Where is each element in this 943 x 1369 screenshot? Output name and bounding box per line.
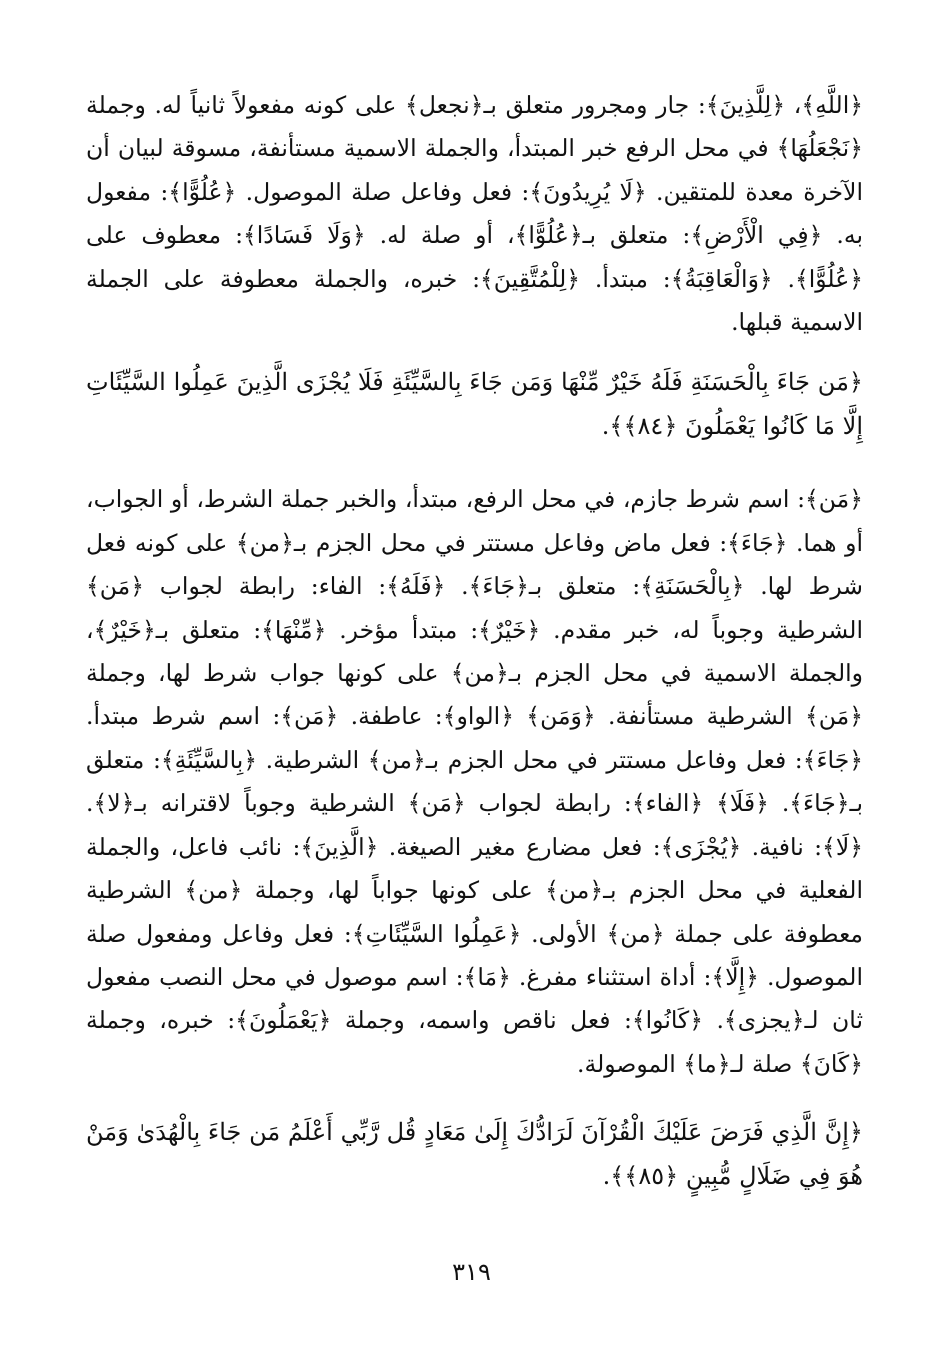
page-number: ٣١٩ [452,1258,491,1286]
commentary-paragraph-2: ﴿مَن﴾: اسم شرط جازم، في محل الرفع، مبتدأ، والخبر جملة الشرط، أو الجواب، أو هما. ﴿جَاءَ﴾: فعل ماض وفاعل مستتر في محل الجزم بـ﴿من﴾ على كونه فعل شرط لها. ﴿بِالْحَسَنَةِ﴾: متعلق بـ﴿جَاءَ﴾. ﴿فَلَهُ﴾: الفاء: رابطة لجواب ﴿مَن﴾ الشرطية وجوباً له، خبر مقدم. ﴿خَيْرٌ﴾: مبتدأ مؤخر. ﴿مِّنْهَا﴾: متعلق بـ﴿خَيْرٌ﴾، والجملة الاسمية في محل الجزم بـ﴿من﴾ على كونها جواب شرط لها، وجملة ﴿مَن﴾ الشرطية مستأنفة. ﴿وَمَن﴾ ﴿الواو﴾: عاطفة. ﴿مَن﴾: اسم شرط مبتدأ. ﴿جَاءَ﴾: فعل وفاعل مستتر في محل الجزم بـ﴿من﴾ الشرطية. ﴿بِالسَّيِّئَةِ﴾: متعلق بـ﴿جَاءَ﴾. ﴿فَلَا﴾ ﴿الفاء﴾: رابطة لجواب ﴿مَن﴾ الشرطية وجوباً لاقترانه بـ﴿لا﴾. ﴿لَا﴾: نافية. ﴿يُجْزَى﴾: فعل مضارع مغير الصيغة. ﴿الَّذِينَ﴾: نائب فاعل، والجملة الفعلية في محل الجزم بـ﴿من﴾ على كونها جواباً لها، وجملة ﴿من﴾ الشرطية معطوفة على جملة ﴿من﴾ الأولى. ﴿عَمِلُوا السَّيِّئَاتِ﴾: فعل وفاعل ومفعول صلة الموصول. ﴿إِلَّا﴾: أداة استثناء مفرغ. ﴿مَا﴾: اسم موصول في محل النصب مفعول ثان لـ﴿يجزى﴾. ﴿كَانُوا﴾: فعل ناقص واسمه، وجملة ﴿يَعْمَلُونَ﴾: خبره، وجملة ﴿كَانَ﴾ صلة لـ﴿ما﴾ الموصولة. [86,485,863,1078]
quran-verse-84: ﴿مَن جَاءَ بِالْحَسَنَةِ فَلَهُ خَيْرٌ مِّنْهَا وَمَن جَاءَ بِالسَّيِّئَةِ فَلَا يُجْزَى الَّذِينَ عَمِلُوا السَّيِّئَاتِ إِلَّا مَا كَانُوا يَعْمَلُونَ ﴿٨٤﴾﴾. [86,368,863,441]
quran-verse-85: ﴿إِنَّ الَّذِي فَرَضَ عَلَيْكَ الْقُرْآنَ لَرَادُّكَ إِلَىٰ مَعَادٍ قُل رَّبِّي أَعْلَمُ مَن جَاءَ بِالْهُدَىٰ وَمَنْ هُوَ فِي ضَلَالٍ مُّبِينٍ ﴿٨٥﴾﴾. [86,1118,863,1191]
commentary-paragraph-1: ﴿اللَّهِ﴾، ﴿لِلَّذِينَ﴾: جار ومجرور متعلق بـ﴿نجعل﴾ على كونه مفعولاً ثانياً له. وجملة ﴿نَجْعَلُهَا﴾ في محل الرفع خبر المبتدأ، والجملة الاسمية مستأنفة، مسوقة لبيان أن الآخرة معدة للمتقين. ﴿لَا يُرِيدُونَ﴾: فعل وفاعل صلة الموصول. ﴿عُلُوًّا﴾: مفعول به. ﴿فِي الْأَرْضِ﴾: متعلق بـ﴿عُلُوًّا﴾، أو صلة له. ﴿وَلَا فَسَادًا﴾: معطوف على ﴿عُلُوًّا﴾. ﴿وَالْعَاقِبَةُ﴾: مبتدأ. ﴿لِلْمُتَّقِينَ﴾: خبره، والجملة معطوفة على الجملة الاسمية قبلها. [86,91,863,337]
